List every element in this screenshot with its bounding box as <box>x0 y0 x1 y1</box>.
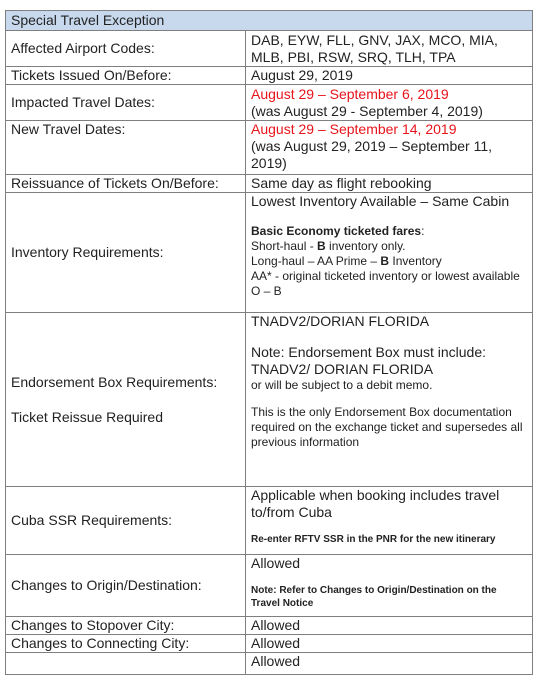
row-value: Allowed <box>246 653 533 675</box>
table-row <box>6 653 533 675</box>
table-row <box>6 555 533 617</box>
row-value <box>246 193 533 313</box>
endorsement-only-note: This is the only Endorsement Box documentation required on the exchange ticket and supersedes all previous information <box>251 405 523 449</box>
endorsement-code: TNADV2/DORIAN FLORIDA <box>251 313 430 329</box>
basic-economy-heading: Basic Economy ticketed fares: <box>251 224 425 238</box>
row-label: Changes to Connecting City: <box>6 635 246 653</box>
ticket-reissue-label: Ticket Reissue Required <box>11 408 163 425</box>
row-label: Reissuance of Tickets On/Before: <box>6 175 246 193</box>
row-value: Allowed <box>246 617 533 635</box>
row-label: Affected Airport Codes: <box>6 31 246 67</box>
row-value <box>246 313 533 487</box>
table-row <box>6 85 533 121</box>
row-label: Changes to Origin/Destination: <box>6 555 246 617</box>
table-row <box>6 121 533 175</box>
table-row <box>6 193 533 313</box>
table-row <box>6 67 533 85</box>
table-row <box>6 635 533 653</box>
table-row <box>6 175 533 193</box>
row-value: Allowed <box>246 635 533 653</box>
impacted-dates-current: August 29 – September 6, 2019 <box>251 85 449 102</box>
table-title: Special Travel Exception <box>6 11 533 31</box>
debit-memo-note: or will be subject to a debit memo. <box>251 378 433 392</box>
endorsement-note: Note: Endorsement Box must include: TNADV2/ DORIAN FLORIDA <box>251 344 487 377</box>
cuba-requirement: Applicable when booking includes travel to/from Cuba <box>251 487 500 520</box>
short-haul-line: Short-haul - B inventory only. <box>251 239 406 253</box>
row-label: New Travel Dates: <box>6 121 246 175</box>
row-value <box>246 85 533 121</box>
row-value <box>246 487 533 555</box>
special-travel-exception-table <box>5 10 533 675</box>
origin-value: Allowed <box>251 555 301 571</box>
endorsement-label: Endorsement Box Requirements: <box>11 373 218 390</box>
long-haul-line: Long-haul – AA Prime – B Inventory <box>251 254 442 268</box>
row-label <box>6 313 246 487</box>
table-row <box>6 617 533 635</box>
row-value: August 29, 2019 <box>246 67 533 85</box>
row-label: Impacted Travel Dates: <box>6 85 246 121</box>
new-dates-current: August 29 – September 14, 2019 <box>251 121 457 137</box>
row-label: Tickets Issued On/Before: <box>6 67 246 85</box>
impacted-dates-previous: (was August 29 - September 4, 2019) <box>251 102 483 119</box>
row-value: Same day as flight rebooking <box>246 175 533 193</box>
origin-note: Note: Refer to Changes to Origin/Destination on the Travel Notice <box>251 585 497 609</box>
row-value: DAB, EYW, FLL, GNV, JAX, MCO, MIA, MLB, PBI, RSW, SRQ, TLH, TPA <box>246 31 533 67</box>
table-row <box>6 31 533 67</box>
aa-star-line: AA* - original ticketed inventory or lowest available O – B <box>251 269 520 298</box>
row-label: Cuba SSR Requirements: <box>6 487 246 555</box>
row-value <box>246 121 533 175</box>
inventory-line: Lowest Inventory Available – Same Cabin <box>251 193 510 209</box>
cuba-note: Re-enter RFTV SSR in the PNR for the new itinerary <box>251 534 496 545</box>
row-label: Changes to Stopover City: <box>6 617 246 635</box>
table-header-row <box>6 11 533 31</box>
new-dates-previous: (was August 29, 2019 – September 11, 2019) <box>251 138 493 171</box>
row-value <box>246 555 533 617</box>
table-row <box>6 313 533 487</box>
table-row <box>6 487 533 555</box>
row-label: Inventory Requirements: <box>6 193 246 313</box>
row-label <box>6 653 246 675</box>
